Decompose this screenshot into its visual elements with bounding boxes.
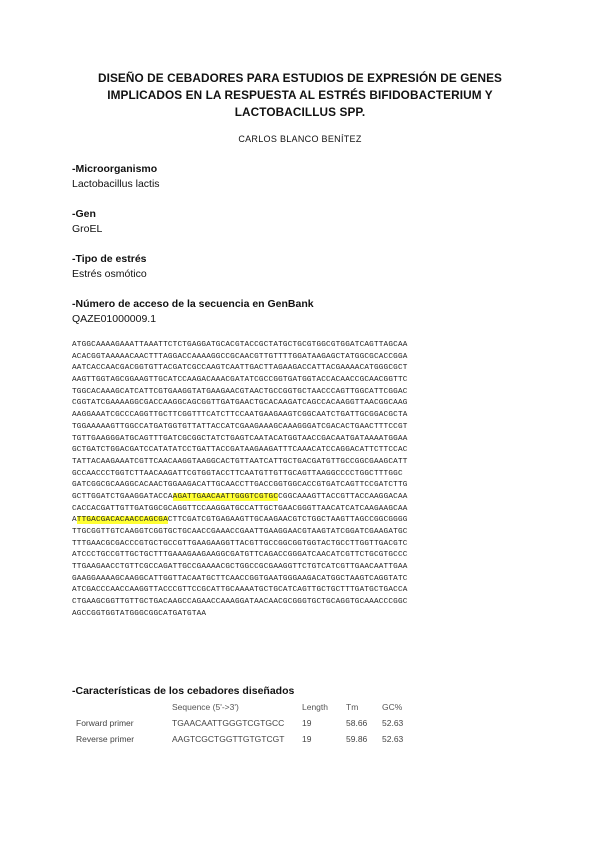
section-value-gene: GroEL (72, 223, 103, 235)
title-line: DISEÑO DE CEBADORES PARA ESTUDIOS DE EXPRESIÓN DE GENES (97, 71, 503, 85)
section-value-microorganism: Lactobacillus lactis (72, 178, 160, 190)
sequence-fragment: A (72, 516, 77, 525)
primer-characteristics-heading: -Características de los cebadores diseñados (72, 685, 295, 697)
sequence-line: TTGCGGTTGTCAAGGTCGGTGCTGCAACCGAAACCGAATTGAAGGAACGTAAGTATCGGATCGAAGATGC (72, 528, 408, 536)
primer-name: Reverse primer (76, 734, 135, 744)
primer-length: 19 (302, 734, 312, 744)
sequence-fragment: GCTTGGATCTGAAGGATACCA (72, 492, 173, 501)
sequence-line: CACCACGATTGTTGATGGCGCAGGTTCCAAGGATGCCATTGCTGAACGGGTTAACATCATCAAGAAGCAA (72, 504, 408, 513)
sequence-line: AATCACCAACGACGGTGTTACGATCGCCAAGTCAATTGACTTAGAAGACCATTACGAAAACATGGGCGCT (72, 364, 408, 373)
title-line: LACTOBACILLUS SPP. (234, 105, 366, 119)
sequence-line: TTGAAGAACCTGTTCGCCAGATTGCCGAAAACGCTGGCCGCGAAGGTTCTGTCATCGTTGAACAATTGAA (72, 563, 408, 572)
sequence-line: GCCAACCCTGGTCTTAACAAGATTCGTGGTACCTTCAATGTTGTTGCAGTTAAGGCCCCTGGCTTTGGC (72, 469, 403, 478)
section-heading-gene: -Gen (72, 208, 96, 220)
primer-gc: 52.63 (382, 734, 404, 744)
document-title (60, 70, 540, 121)
sequence-line: AGCCGGTGGTATGGGCGGCATGATGTAA (72, 609, 207, 618)
section-heading-stress-type: -Tipo de estrés (72, 253, 147, 265)
section-value-stress-type: Estrés osmótico (72, 268, 147, 280)
author-name: CARLOS BLANCO BENÍTEZ (238, 134, 362, 144)
header-cell: Sequence (5'->3') (172, 702, 239, 712)
sequence-line (72, 515, 542, 527)
sequence-line: CGGTATCGAAAAGGCGACCAAGGCAGCGGTTGATGAACTGCACAAGATCAGCCACAAGGTTAACGGCAAG (72, 399, 408, 408)
primer-tm: 58.66 (346, 718, 368, 728)
primer-length: 19 (302, 718, 312, 728)
sequence-fragment: CGGCAAAGTTACCGTTACCAAGGACAA (278, 492, 408, 501)
sequence-line: GAAGGAAAAGCAAGGCATTGGTTACAATGCTTCAACCGGTGAATGGGAAGACATGGCTAAGTCAGGTATC (72, 574, 408, 583)
title-line: IMPLICADOS EN LA RESPUESTA AL ESTRÉS BIFIDOBACTERIUM Y (107, 88, 493, 102)
primer-tm: 59.86 (346, 734, 368, 744)
sequence-line: CTGAAGCGGTTGTTGCTGACAAGCCAGAACCAAAGGATAACAACGCGGGTGCTGCAGGTGCAAACCCGGC (72, 598, 408, 607)
sequence-line: ACACGGTAAAAACAACTTTAGGACCAAAAGGCCGCAACGTTGTTTTGGATAAGAGCTATGGCGCACCGGA (72, 352, 408, 361)
primer-sequence: AAGTCGCTGGTTGTGTCGT (172, 734, 285, 744)
primer-gc: 52.63 (382, 718, 404, 728)
section-heading-accession: -Número de acceso de la secuencia en GenBank (72, 298, 314, 310)
sequence-line: ATCCCTGCCGTTGCTGCTTTGAAAGAAGAAGGCGATGTTCAGACCGGGATCAACATCGTTCTGCGTGCCC (72, 551, 408, 560)
sequence-line: TTTGAACGCGACCCGTGCTGCCGTTGAAGAAGGTTACGTTGCCGGCGGTGGTACTGCCTTGGTTGACGTC (72, 539, 408, 548)
header-cell: GC% (382, 702, 403, 712)
dna-sequence (72, 340, 542, 621)
section-value-accession: QAZE01000009.1 (72, 313, 157, 325)
sequence-fragment: CTTCGATCGTGAGAAGTTGCAAGAACGTCTGGCTAAGTTAGCCGGCGGGG (167, 516, 408, 525)
sequence-line: TGTTGAAGGGATGCAGTTTGATCGCGGCTATCTGAGTCAATACATGGTAACCGACAATGATAAAATGGAA (72, 434, 408, 443)
primer-sequence: TGAACAATTGGGTCGTGCC (172, 718, 285, 728)
header-cell: Tm (346, 702, 359, 712)
primer-highlight: AGATTGAACAATTGGGTCGTGC (172, 492, 279, 501)
primer-highlight: TTGACGACACAACCAGCGA (76, 516, 168, 525)
sequence-line: TATTACAAGAAATCGTTCAACAAGGTAAGGCACTGTTAATCATTGCTGACGATGTTGCCGGCGAAGCATT (72, 457, 408, 466)
sequence-line: GCTGATCTGGACGATCCATATATCCTGATTACCGATAAGAAGATTTCAAACATCCAGGACATTCTTCCAC (72, 446, 408, 455)
sequence-line: ATGGCAAAAGAAATTAAATTCTCTGAGGATGCACGTACCGCTATGCTGCGTGGCGTGGATCAGTTAGCAA (72, 341, 408, 349)
sequence-line: AAGGAAATCGCCCAGGTTGCTTCGGTTTCATCTTCCAATGAAGAAGTCGGCAATCTGATTGCGGACGCTA (72, 411, 408, 420)
sequence-line: ATCGACCCAACCAAGGTTACCCGTTCCGCATTGCAAAATGCTGCATCAGTTGCTGCTTTGATGCTGACCA (72, 586, 408, 595)
section-heading-microorganism: -Microorganismo (72, 163, 158, 175)
primer-name: Forward primer (76, 718, 134, 728)
header-cell: Length (302, 702, 328, 712)
sequence-line: GATCGGCGCAAGGCACAACTGGAAGACATTGCAACCTTGACCGGTGGCACCGTGATCAGTTCCGATCTTG (72, 481, 408, 490)
sequence-line (72, 492, 542, 504)
sequence-line: AAGTTGGTAGCGGAAGTTGCATCCAAGACAAACGATATCGCCGGTGATGGTACCACAACCGCAACGGTTC (72, 376, 408, 385)
sequence-line: TGGAAAAAGTTGGCCATGATGGTGTTATTACCATCGAAGAAAGCAAAGGGATCGACACTGAACTTTCCGT (72, 422, 408, 431)
sequence-line: TGGCACAAAGCATCATTCGTGAAGGTATGAAGAACGTAACTGCCGGTGCTAACCCAGTTGGCATTCGGAC (72, 387, 408, 396)
